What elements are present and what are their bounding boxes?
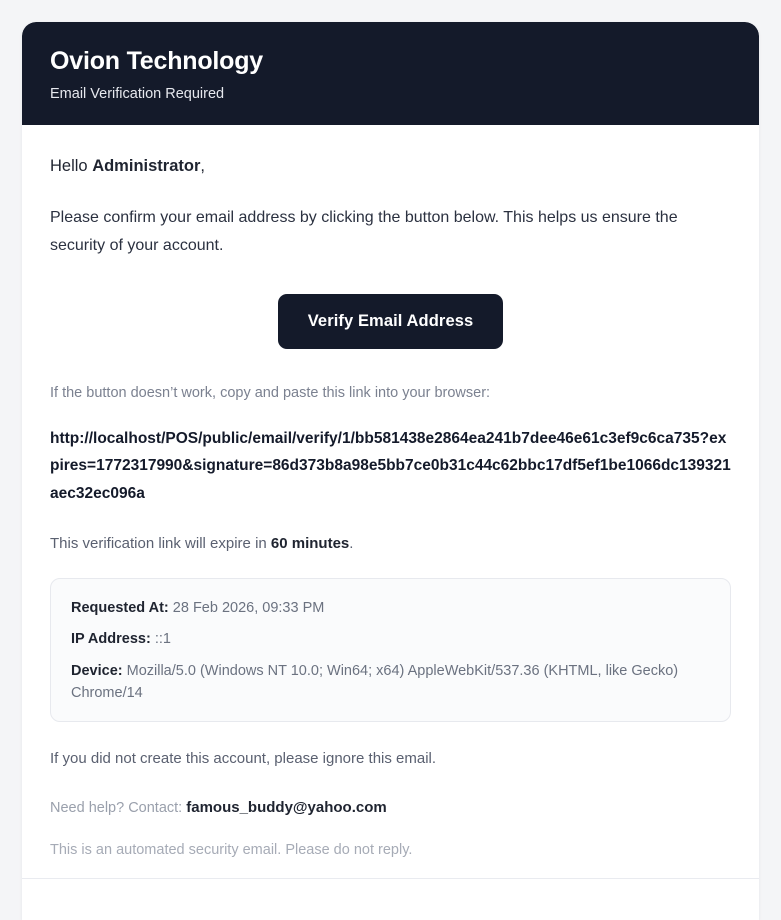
verify-email-button[interactable]: Verify Email Address xyxy=(278,294,504,349)
expiry-prefix: This verification link will expire in xyxy=(50,534,271,552)
ip-address-value: ::1 xyxy=(154,631,171,648)
requested-at-value: 28 Feb 2026, 09:33 PM xyxy=(172,599,325,616)
contact-line xyxy=(50,797,731,818)
ignore-note: If you did not create this account, please ignore this email. xyxy=(50,749,437,767)
fallback-note: If the button doesn’t work, copy and paste this link into your browser: xyxy=(50,384,491,401)
greeting-suffix: , xyxy=(200,156,205,175)
verify-button-wrap xyxy=(50,294,731,349)
greeting-name: Administrator xyxy=(92,156,201,175)
automated-note: This is an automated security email. Please do not reply. xyxy=(50,841,413,858)
verification-link[interactable]: http://localhost/POS/public/email/verify/1/bb581438e2864ea241b7dee46e61c3ef9c6ca735?expires=1772317990&signature=86d373b8a98e5bb7ce0b31c44c62bbc17df5ef1be1066dc139321aec32ec096a xyxy=(50,430,731,502)
request-metadata-box xyxy=(50,578,731,722)
meta-row-requested-at xyxy=(71,597,710,619)
meta-row-device xyxy=(71,660,710,705)
contact-prefix: Need help? Contact: xyxy=(50,799,187,816)
greeting-line xyxy=(50,155,731,178)
intro-paragraph: Please confirm your email address by clicking the button below. This helps us ensure the security of your account. xyxy=(50,208,678,254)
ip-address-label: IP Address: xyxy=(71,631,151,648)
device-label: Device: xyxy=(71,662,123,679)
expiry-value: 60 minutes xyxy=(270,534,350,552)
email-body xyxy=(22,125,759,920)
requested-at-label: Requested At: xyxy=(71,599,169,616)
meta-row-ip-address xyxy=(71,628,710,650)
email-card xyxy=(22,22,759,920)
contact-email[interactable]: famous_buddy@yahoo.com xyxy=(186,798,387,816)
header-subtitle: Email Verification Required xyxy=(50,85,225,102)
expiry-suffix: . xyxy=(349,534,354,552)
footer-spacer xyxy=(50,880,731,894)
expiry-line xyxy=(50,533,731,554)
greeting-prefix: Hello xyxy=(50,156,93,175)
email-header xyxy=(22,22,759,125)
brand-title: Ovion Technology xyxy=(50,47,264,75)
device-value: Mozilla/5.0 (Windows NT 10.0; Win64; x64) AppleWebKit/537.36 (KHTML, like Gecko) Chrome/14 xyxy=(71,662,679,702)
